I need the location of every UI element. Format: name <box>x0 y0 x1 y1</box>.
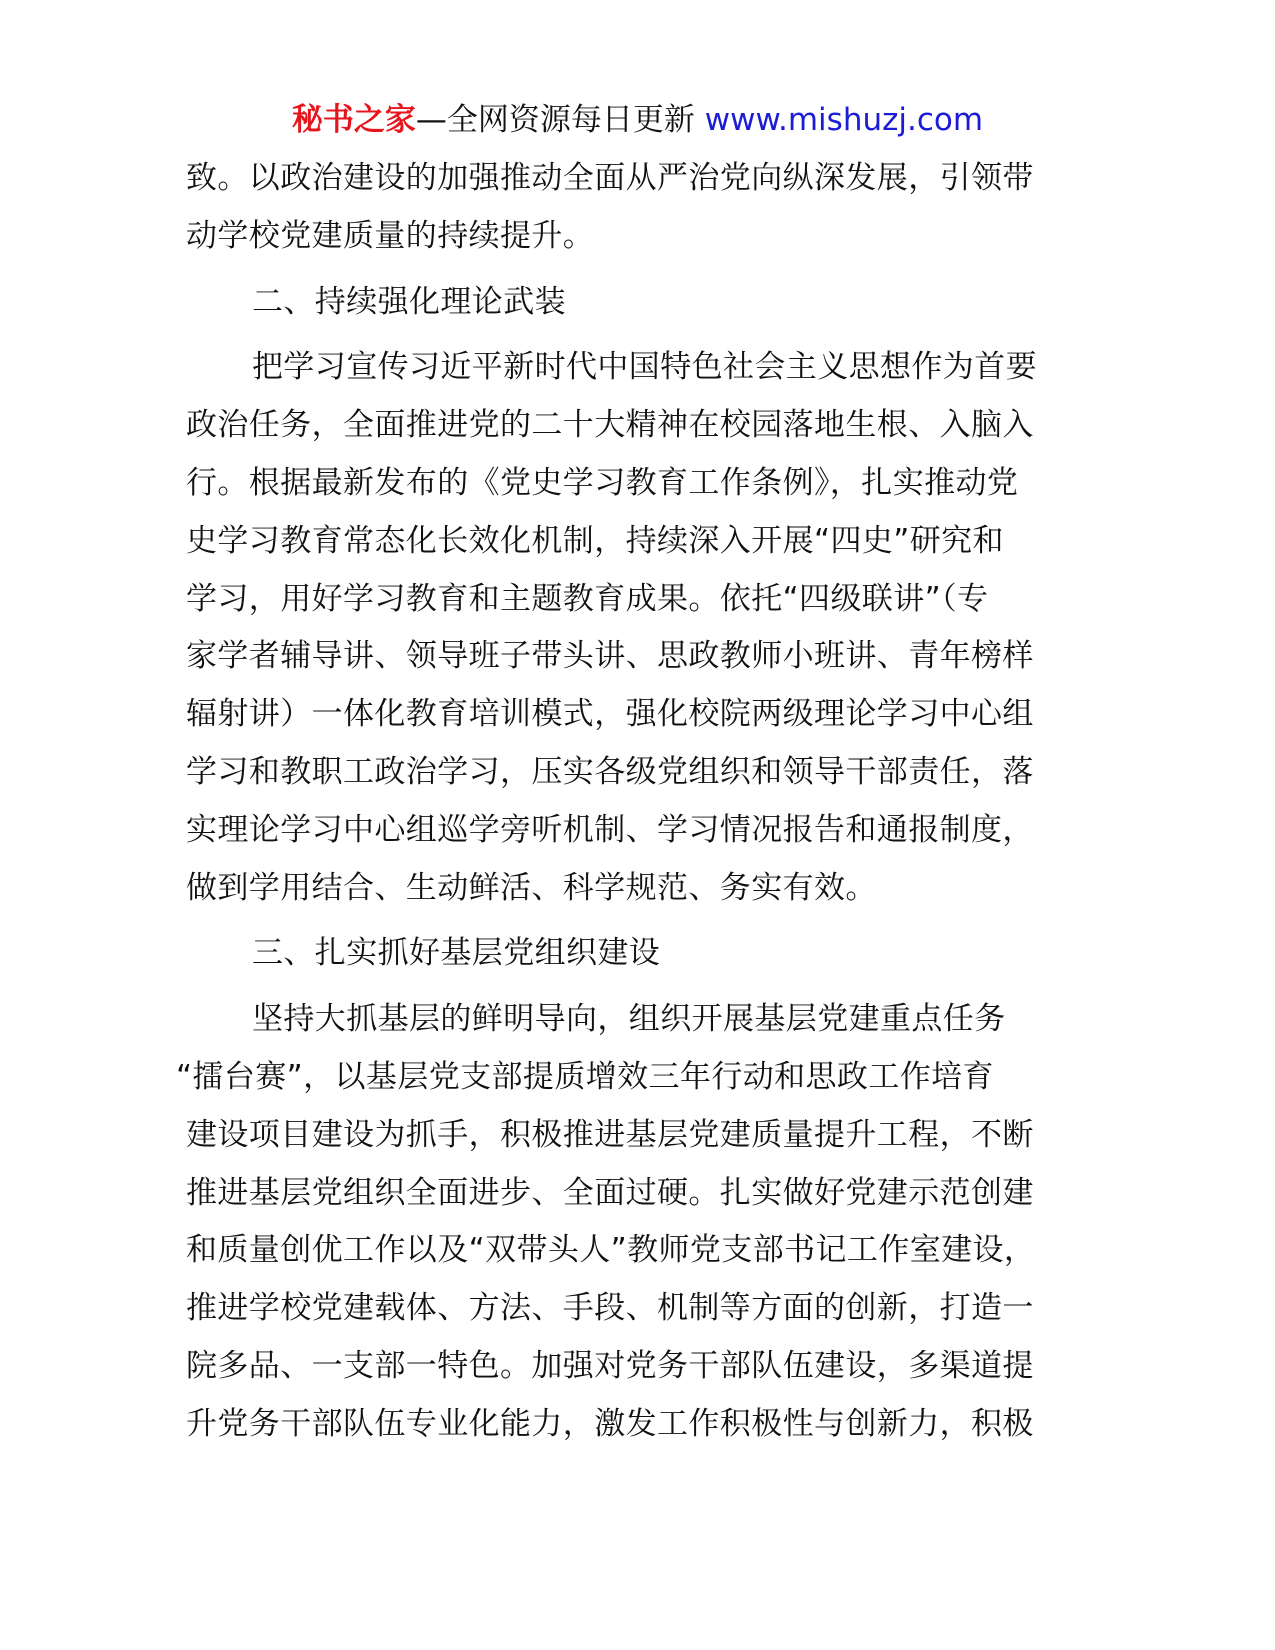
text-line: 坚持大抓基层的鲜明导向，组织开展基层党建重点任务 <box>252 1001 1006 1038</box>
text-line: 学习和教职工政治学习，压实各级党组织和领导干部责任，落 <box>186 753 1034 790</box>
section-heading: 二、持续强化理论武装 <box>252 283 566 320</box>
text-line: 致。以政治建设的加强推动全面从严治党向纵深发展，引领带 <box>186 160 1034 196</box>
text-line: 推进基层党组织全面进步、全面过硬。扎实做好党建示范创建 <box>186 1174 1034 1211</box>
text-line: “擂台赛”，以基层党支部提质增效三年行动和思政工作培育 <box>176 1058 994 1095</box>
document-body <box>176 150 1086 1454</box>
text-line: 动学校党建质量的持续提升。 <box>186 217 595 254</box>
text-line: 辐射讲）一体化教育培训模式，强化校院两级理论学习中心组 <box>186 696 1034 733</box>
site-header <box>0 98 1275 142</box>
text-line: 做到学用结合、生动鲜活、科学规范、务实有效。 <box>186 869 877 906</box>
text-line: 建设项目建设为抓手，积极推进基层党建质量提升工程，不断 <box>186 1116 1034 1153</box>
section-heading: 三、扎实抓好基层党组织建设 <box>252 935 661 972</box>
text-line: 政治任务，全面推进党的二十大精神在校园落地生根、入脑入 <box>186 407 1034 444</box>
text-line: 推进学校党建载体、方法、手段、机制等方面的创新，打造一 <box>186 1290 1034 1327</box>
text-line: 家学者辅导讲、领导班子带头讲、思政教师小班讲、青年榜样 <box>186 638 1034 675</box>
text-line: 学习，用好学习教育和主题教育成果。依托“四级联讲”（专 <box>186 580 989 617</box>
text-line: 实理论学习中心组巡学旁听机制、学习情况报告和通报制度， <box>186 811 1034 848</box>
text-line: 升党务干部队伍专业化能力，激发工作积极性与创新力，积极 <box>186 1405 1034 1442</box>
text-line: 史学习教育常态化长效化机制，持续深入开展“四史”研究和 <box>186 522 1004 559</box>
text-line: 和质量创优工作以及“双带头人”教师党支部书记工作室建设， <box>186 1232 1036 1269</box>
text-line: 行。根据最新发布的《党史学习教育工作条例》，扎实推动党 <box>186 464 1019 501</box>
site-url-link[interactable]: www.mishuzj.com <box>704 102 984 138</box>
brand-name: 秘书之家 <box>291 102 416 138</box>
text-line: 院多品、一支部一特色。加强对党务干部队伍建设，多渠道提 <box>186 1347 1034 1384</box>
text-line: 把学习宣传习近平新时代中国特色社会主义思想作为首要 <box>252 349 1037 386</box>
header-tagline: —全网资源每日更新 <box>415 102 695 138</box>
